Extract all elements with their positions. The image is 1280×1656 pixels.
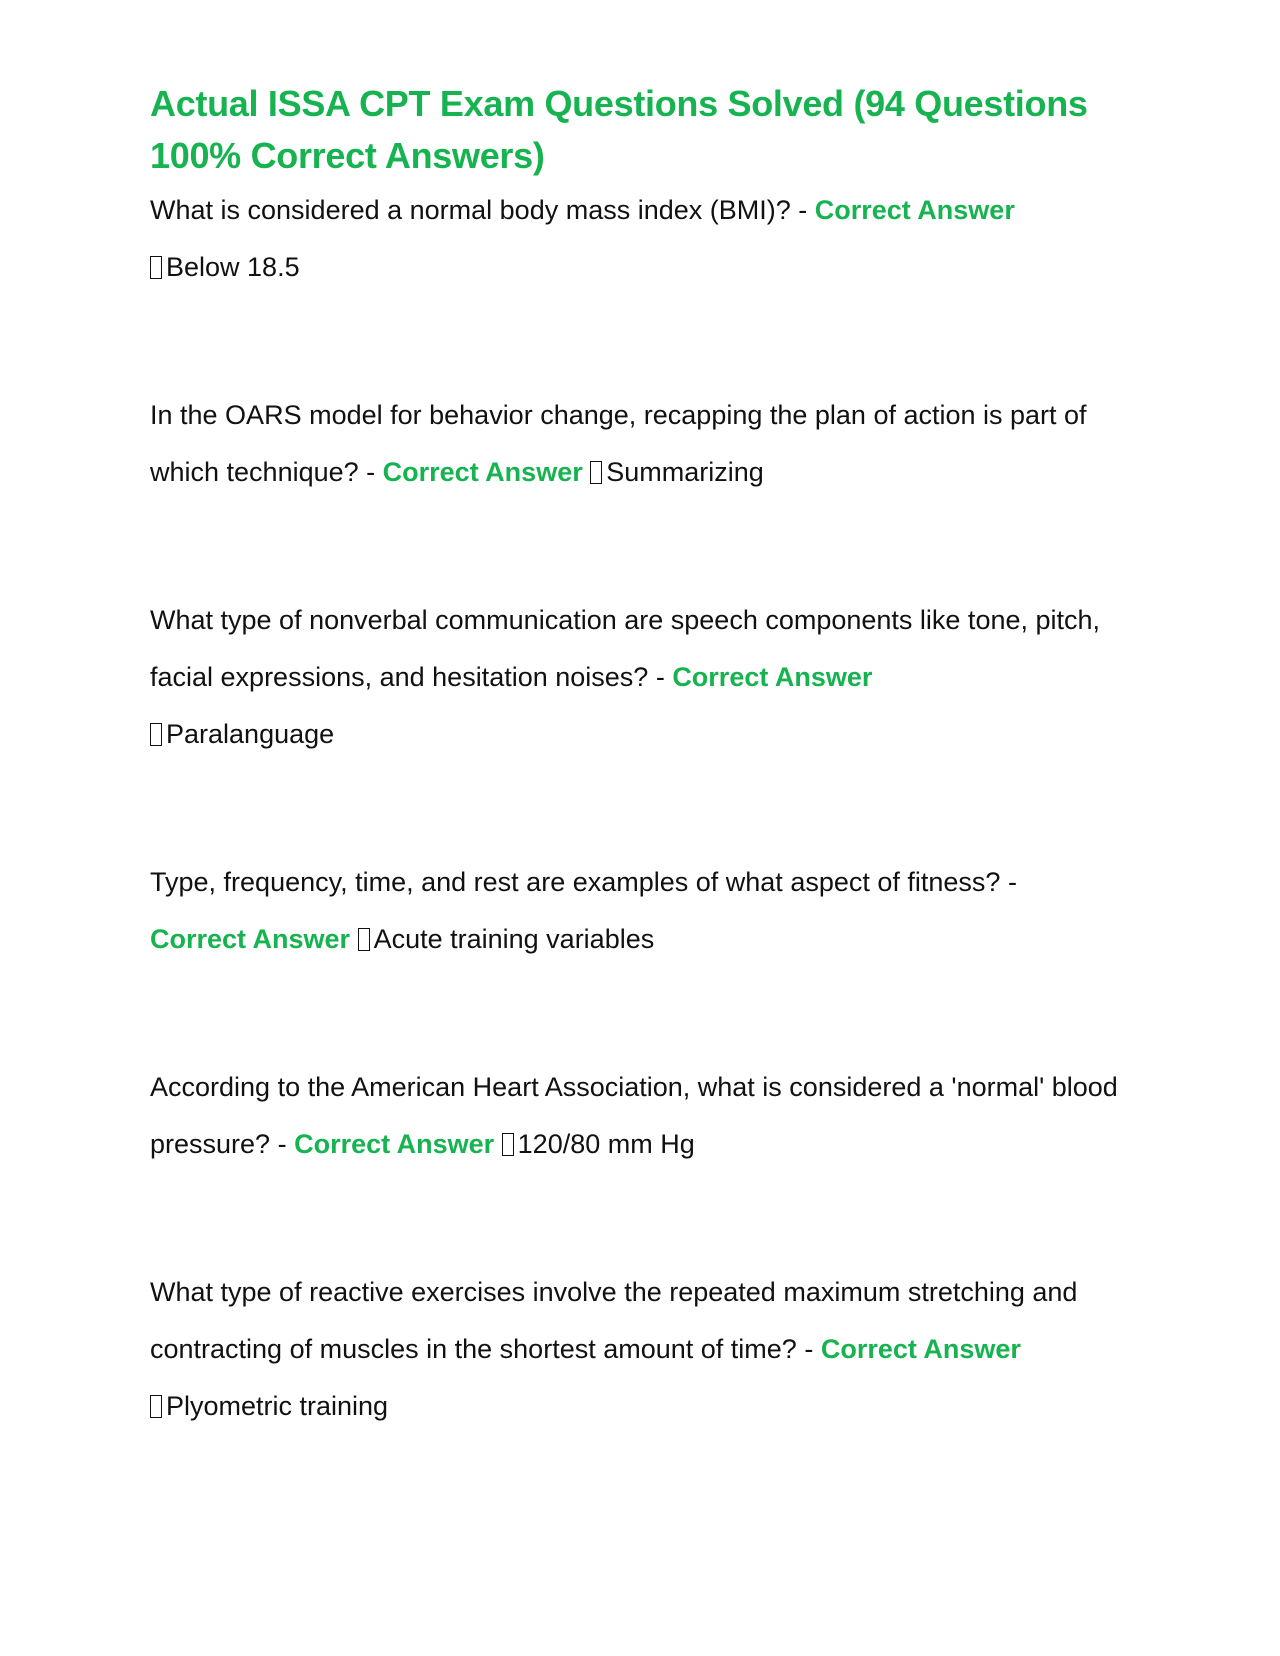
missing-glyph-icon: [150, 1395, 162, 1418]
answer-text: Plyometric training: [166, 1391, 389, 1421]
document-page: [150, 78, 1140, 1435]
answer-text: Paralanguage: [166, 719, 335, 749]
qa-item-4: [150, 854, 1140, 968]
correct-answer-label: Correct Answer: [382, 457, 583, 487]
missing-glyph-icon: [358, 928, 370, 951]
correct-answer-label: Correct Answer: [820, 1334, 1021, 1364]
answer-text: Below 18.5: [166, 252, 300, 282]
qa-item-5: [150, 1059, 1140, 1173]
separator: -: [648, 662, 673, 692]
answer-text: Acute training variables: [373, 924, 655, 954]
correct-answer-label: Correct Answer: [814, 195, 1015, 225]
correct-answer-label: Correct Answer: [672, 662, 873, 692]
correct-answer-label: Correct Answer: [150, 924, 351, 954]
separator: -: [270, 1129, 295, 1159]
question-text: According to the American Heart Association, what is considered a 'normal' blood pressure?: [150, 1072, 1118, 1159]
question-text: Type, frequency, time, and rest are examples of what aspect of fitness?: [150, 867, 1001, 897]
qa-item-6: [150, 1264, 1140, 1435]
qa-item-2: [150, 387, 1140, 501]
answer-text: Summarizing: [606, 457, 764, 487]
missing-glyph-icon: [502, 1133, 514, 1156]
question-text: What type of nonverbal communication are speech components like tone, pitch, facial expressions, and hesitation noises?: [150, 605, 1101, 692]
separator: -: [1000, 867, 1017, 897]
separator: -: [796, 1334, 821, 1364]
separator: -: [358, 457, 383, 487]
missing-glyph-icon: [590, 461, 602, 484]
question-text: What type of reactive exercises involve the repeated maximum stretching and contracting of muscles in the shortest amount of time?: [150, 1277, 1078, 1364]
separator: -: [790, 195, 815, 225]
question-text: In the OARS model for behavior change, recapping the plan of action is part of which technique?: [150, 400, 1087, 487]
document-title: Actual ISSA CPT Exam Questions Solved (94 Questions 100% Correct Answers): [150, 83, 1088, 176]
question-text: What is considered a normal body mass index (BMI)?: [150, 195, 791, 225]
qa-item-3: [150, 592, 1140, 763]
answer-text: 120/80 mm Hg: [517, 1129, 695, 1159]
qa-item-1: [150, 182, 1140, 296]
missing-glyph-icon: [150, 256, 162, 279]
missing-glyph-icon: [150, 723, 162, 746]
correct-answer-label: Correct Answer: [294, 1129, 495, 1159]
